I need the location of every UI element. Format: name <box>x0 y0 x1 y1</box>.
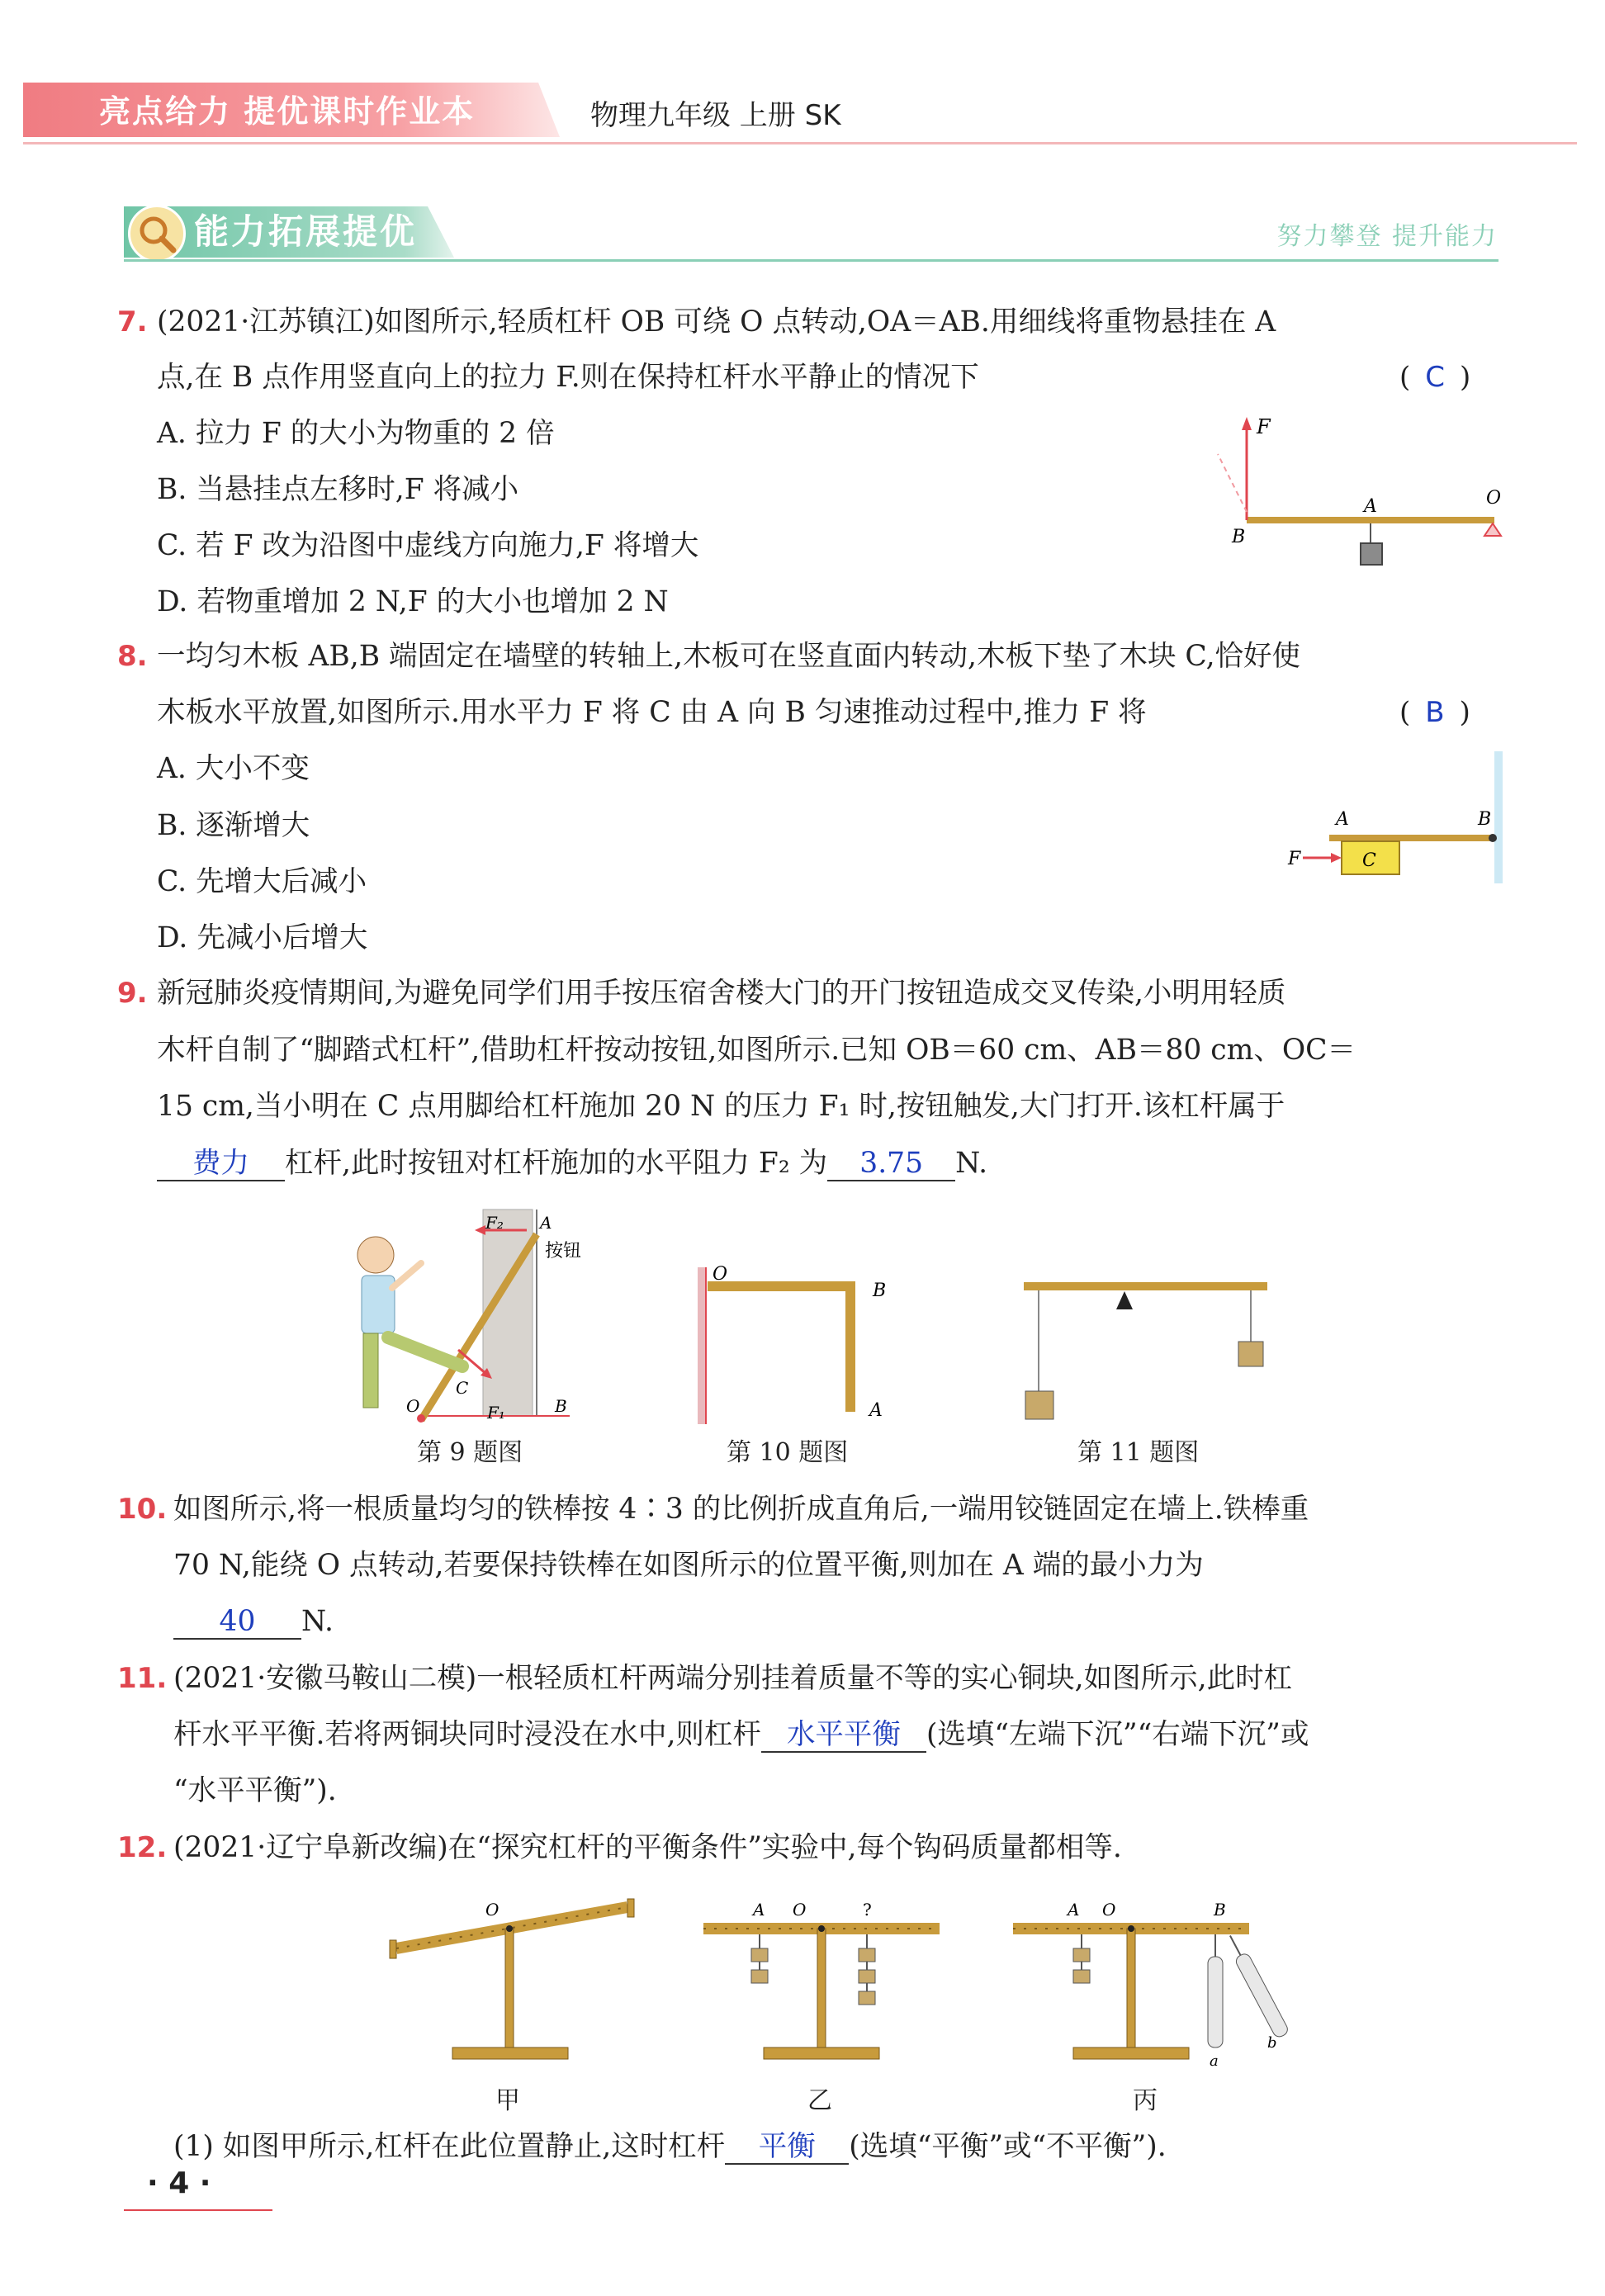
q9-label-o: O <box>406 1396 420 1416</box>
q10-wall <box>698 1267 706 1424</box>
q8-stem-line2: 木板水平放置,如图所示.用水平力 F 将 C 由 A 向 B 匀速推动过程中,推力 F 将 <box>157 696 1147 729</box>
q9-boy-body <box>362 1276 395 1333</box>
question-number-11: 11. <box>117 1662 168 1695</box>
q7-stem-line2: 点,在 B 点作用竖直向上的拉力 F.则在保持杠杆水平静止的情况下 <box>157 361 979 394</box>
q12-yi-label-o: O <box>793 1900 807 1920</box>
q9-label-button: 按钮 <box>545 1241 582 1262</box>
caption-bing: 丙 <box>1133 2086 1158 2115</box>
q12-bing-label-a: A <box>1068 1900 1080 1920</box>
q11-blank: 水平平衡 <box>761 1718 926 1753</box>
q8-option-c: C. 先增大后减小 <box>157 865 367 898</box>
q9-label-c: C <box>456 1378 469 1398</box>
caption-yi: 乙 <box>807 2086 832 2115</box>
q7-lever-figure <box>1214 409 1503 574</box>
q12-bing-spring-scale-a <box>1208 1934 1223 2047</box>
q9-boy-leg <box>363 1333 378 1408</box>
q7-option-b: B. 当悬挂点左移时,F 将减小 <box>157 473 519 506</box>
q12-stem-line1: (2021·辽宁阜新改编)在“探究杠杆的平衡条件”实验中,每个钩码质量都相等. <box>173 1831 1122 1864</box>
q11-line2-end: (选填“左端下沉”“右端下沉”或 <box>926 1718 1309 1751</box>
book-title: 物理九年级 上册 SK <box>590 99 841 132</box>
q8-label-f: F <box>1288 849 1301 869</box>
q9-stem-line3: 15 cm,当小明在 C 点用脚给杠杆施加 20 N 的压力 F₁ 时,按钮触发,大门打开.该杠杆属于 <box>157 1090 1285 1123</box>
q9-label-f2: F₂ <box>485 1213 504 1233</box>
q9-blank-2: 3.75 <box>827 1147 955 1181</box>
q10-figure <box>689 1263 904 1428</box>
q11-line2-start: 杆水平平衡.若将两铜块同时浸没在水中,则杠杆 <box>173 1718 761 1751</box>
q9-stem-line2: 木杆自制了“脚踏式杠杆”,借助杠杆按动按钮,如图所示.已知 OB＝60 cm、AB＝80 cm、OC＝ <box>157 1034 1356 1067</box>
q7-label-f: F <box>1257 415 1271 438</box>
q7-option-d: D. 若物重增加 2 N,F 的大小也增加 2 N <box>157 585 669 618</box>
q8-answer: ( B ) <box>1399 696 1470 729</box>
q9-label-f1: F₁ <box>487 1403 505 1423</box>
q8-option-d: D. 先减小后增大 <box>157 921 368 954</box>
q9-line4-end: N. <box>955 1147 988 1180</box>
header-divider <box>23 142 1577 144</box>
q10-label-o: O <box>713 1264 728 1285</box>
section-divider <box>124 259 1498 262</box>
series-title: 亮点给力 提优课时作业本 <box>99 93 476 130</box>
footer-rule <box>124 2209 272 2211</box>
q12-bing-label-b: B <box>1214 1900 1226 1920</box>
q12-bing-label-o: O <box>1102 1900 1116 1920</box>
q12-yi-weights-left <box>751 1934 768 1983</box>
q9-boy-raised-leg <box>388 1337 462 1366</box>
q10-bent-rod <box>708 1286 850 1412</box>
q12-yi-weights-right <box>859 1934 875 2005</box>
q7-option-c: C. 若 F 改为沿图中虚线方向施力,F 将增大 <box>157 529 699 562</box>
q9-line4-text: 杠杆,此时按钮对杠杆施加的水平阻力 F₂ 为 <box>285 1147 828 1180</box>
q12-blank: 平衡 <box>725 2130 849 2165</box>
question-number-10: 10. <box>117 1493 168 1526</box>
question-number-8: 8. <box>117 640 148 673</box>
q12-sub1-end: (选填“平衡”或“不平衡”). <box>849 2130 1167 2163</box>
q12-bing-weights <box>1073 1934 1090 1983</box>
q10-stem-line3 <box>173 1601 334 1642</box>
q8-option-a: A. 大小不变 <box>157 752 310 785</box>
q11-stem-line2 <box>173 1714 1309 1755</box>
q8-label-c: C <box>1362 850 1376 871</box>
q12-sub1-start: (1) 如图甲所示,杠杆在此位置静止,这时杠杆 <box>173 2130 726 2163</box>
question-number-12: 12. <box>117 1831 168 1864</box>
q10-stem-line1: 如图所示,将一根质量均匀的铁棒按 4∶3 的比例折成直角后,一端用铰链固定在墙上.铁棒重 <box>173 1493 1309 1526</box>
q12-bing-label-b-scale: b <box>1267 2034 1277 2052</box>
q12-figure-jia <box>380 1882 644 2072</box>
q12-bing-spring-scale-b <box>1224 1932 1290 2038</box>
q9-label-b: B <box>555 1396 567 1416</box>
q12-bing-label-a-scale: a <box>1210 2052 1219 2070</box>
q10-label-a: A <box>869 1400 883 1421</box>
q12-jia-stand <box>505 1929 514 2048</box>
q9-stem-line1: 新冠肺炎疫情期间,为避免同学们用手按压宿舍楼大门的开门按钮造成交叉传染,小明用轻质 <box>157 977 1286 1010</box>
q8-label-a: A <box>1336 809 1349 830</box>
q11-block-right <box>1238 1342 1263 1366</box>
q9-figure <box>339 1205 611 1428</box>
q9-blank-1: 费力 <box>157 1147 285 1181</box>
q11-stem-line3: “水平平衡”). <box>173 1774 337 1807</box>
magnifier-icon <box>128 205 186 263</box>
q12-sub1 <box>173 2126 1167 2167</box>
q8-option-b: B. 逐渐增大 <box>157 809 310 842</box>
q8-board-figure <box>1280 747 1511 888</box>
q8-answer-value: B <box>1425 696 1445 729</box>
q12-jia-label-o: O <box>485 1900 499 1920</box>
question-number-7: 7. <box>117 305 148 338</box>
q12-yi-label-a: A <box>753 1900 765 1920</box>
section-title: 能力拓展提优 <box>194 211 418 252</box>
q7-answer: ( C ) <box>1399 361 1471 394</box>
q7-option-a: A. 拉力 F 的大小为物重的 2 倍 <box>157 417 555 450</box>
question-number-9: 9. <box>117 977 148 1010</box>
q7-label-o: O <box>1486 488 1502 509</box>
q10-blank: 40 <box>173 1605 301 1640</box>
q10-line3-end: N. <box>301 1605 334 1638</box>
q7-pivot <box>1484 523 1501 536</box>
q9-boy-head <box>357 1237 394 1273</box>
q7-label-b: B <box>1232 527 1246 547</box>
q9-stem-line4 <box>157 1143 987 1184</box>
q12-figure-bing <box>1003 1882 1300 2072</box>
q7-label-a: A <box>1364 496 1377 517</box>
q8-wall <box>1494 751 1503 883</box>
q11-figure <box>1016 1263 1288 1428</box>
q10-stem-line2: 70 N,能绕 O 点转动,若要保持铁棒在如图所示的位置平衡,则加在 A 端的最小力为 <box>173 1549 1204 1582</box>
q12-figure-yi <box>694 1882 949 2072</box>
page-number: · 4 · <box>147 2166 211 2200</box>
q7-weight <box>1361 543 1382 565</box>
q11-fulcrum <box>1116 1291 1133 1309</box>
section-slogan: 努力攀登 提升能力 <box>1276 222 1498 251</box>
q9-label-a: A <box>540 1213 552 1233</box>
q8-stem-line1: 一均匀木板 AB,B 端固定在墙壁的转轴上,木板可在竖直面内转动,木板下垫了木块 C,恰好使 <box>157 640 1301 673</box>
q10-label-b: B <box>873 1281 887 1301</box>
q7-dashed-line <box>1218 454 1247 512</box>
caption-fig-10: 第 10 题图 <box>727 1438 849 1467</box>
q7-stem-line1: (2021·江苏镇江)如图所示,轻质杠杆 OB 可绕 O 点转动,OA＝AB.用细线将重物悬挂在 A <box>157 305 1276 338</box>
q11-block-left <box>1025 1391 1053 1419</box>
q7-answer-value: C <box>1425 361 1446 394</box>
caption-jia: 甲 <box>495 2086 520 2115</box>
q11-stem-line1: (2021·安徽马鞍山二模)一根轻质杠杆两端分别挂着质量不等的实心铜块,如图所示,此时杠 <box>173 1662 1293 1695</box>
caption-fig-9: 第 9 题图 <box>417 1438 523 1467</box>
caption-fig-11: 第 11 题图 <box>1077 1438 1200 1467</box>
q8-label-b: B <box>1478 809 1492 830</box>
q12-yi-label-q: ? <box>863 1900 872 1920</box>
